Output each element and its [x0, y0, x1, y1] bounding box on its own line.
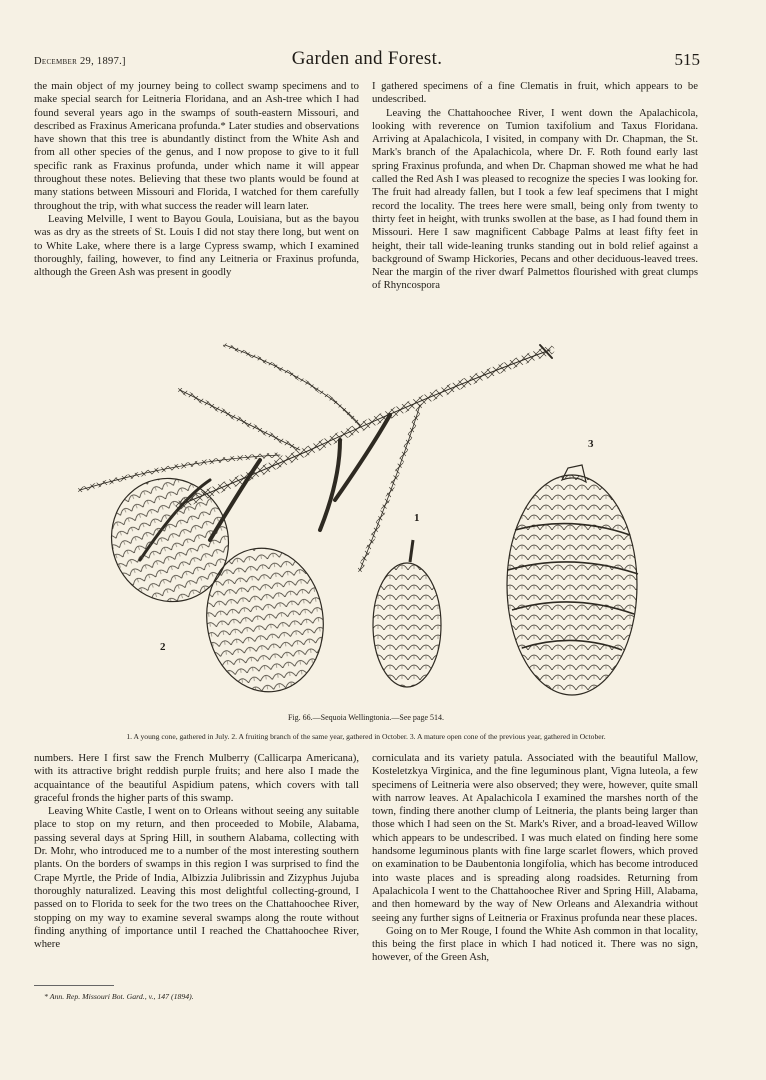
header-date: December 29, 1897.]: [34, 56, 126, 67]
figure-label-2: 2: [160, 641, 166, 653]
page-header: [34, 48, 700, 74]
fruiting-cones: [94, 462, 332, 699]
sequoia-engraving: [60, 330, 720, 710]
paragraph: Leaving Melville, I went to Bayou Goula, Louisiana, but as the bayou was as dry as the streets of St. Louis I did not stay there long, but went on to White Lake, where there is a large Cypress swamp, which I examined thoroughly, failing, however, to find any Leitneria or Fraxinus profunda, although the Green Ash was present in goodly: [34, 212, 359, 279]
footnote-divider: [34, 985, 114, 986]
figure-label-1: 1: [414, 512, 420, 524]
page-number: 515: [674, 50, 700, 69]
figure-legend: 1. A young cone, gathered in July. 2. A fruiting branch of the same year, gathered in October. 3. A mature open cone of the previous year, gathered in October.: [126, 732, 606, 741]
column-top-left: [34, 80, 359, 279]
figure-label-3: 3: [588, 438, 594, 450]
paragraph: Leaving the Chattahoochee River, I went down the Apalachicola, looking with reverence on Tumion taxifolium and Taxus Floridana. Arriving at Apalachicola, I visited, in company with Dr. Chapman, the St. Mark's branch of the Apalachicola, where Dr. F. Roth found early last spring Fraxinus profunda, and when Dr. Chapman showed me what he had called the Red Ash I was pleased to recognize the species I was looking for. The fruit had already fallen, but I took a few leaf specimens that I might record the locality. The trees here were small, being only from twenty to thirty feet in height, with trunks swollen at the base, as I had found them in Missouri. Here I saw magnificent Cabbage Palms at least fifty feet in height, their tall wide-leaning trunks standing out in bold relief against a background of Swamp Hickories, Pecans and other deciduous-leaved trees. Near the margin of the river dwarf Palmettos flourished with great clumps of Rhyncospora: [372, 106, 698, 292]
column-bottom-right: [372, 752, 698, 965]
column-top-right: [372, 80, 698, 293]
paragraph: Going on to Mer Rouge, I found the White Ash common in that locality, this being the first place in which I had noticed it. There was no sign, however, of the Green Ash,: [372, 924, 698, 964]
sequoia-illustration: [60, 330, 720, 710]
journal-title: Garden and Forest.: [291, 48, 443, 69]
paragraph: Leaving White Castle, I went on to Orleans without seeing any suitable place to stop on my return, and then proceeded to Mobile, Alabama, passing several days at Spring Hill, in southern Alabama, collecting with Dr. Mohr, who introduced me to a number of the most interesting southern plants. On the borders of swamps in this region I was surprised to find the Crape Myrtle, the Pride of India, Albizzia Julibrissin and Zizyphus Jujuba thoroughly naturalized. Leaving this most delightful collecting-ground, I passed on to Florida to seek for the two trees on the Chattahoochee River, stopping on my way to examine several swamps along the route without finding anything of importance until I reached the Chattahoochee River, where: [34, 805, 359, 951]
paragraph: I gathered specimens of a fine Clematis in fruit, which appears to be undescribed.: [372, 80, 698, 106]
paragraph: numbers. Here I first saw the French Mulberry (Callicarpa Americana), with its attractive bright reddish purple fruits; and here also I made the acquaintance of the beautiful Aspidium patens, which covers with tall graceful fronds the higher parts of this swamp.: [34, 752, 359, 804]
footnote: * Ann. Rep. Missouri Bot. Gard., v., 147 (1894).: [44, 992, 194, 1001]
column-bottom-left: [34, 752, 359, 951]
paragraph: corniculata and its variety patula. Associated with the beautiful Mallow, Kosteletzkya Virginica, and the fine leguminous plant, Vigna luteola, a few specimens of Leitneria were also observed; they were, however, quite small with narrow leaves. At Apalachicola I examined the marshes north of the town, finding there another clump of Leitneria, the plants being larger than those which I had seen on the St. Mark's River, and a broad-leaved Willow which appears to be undescribed. I was much elated on finding here some handsome leguminous plants with fine large scarlet flowers, which proved on examination to be Daubentonia longifolia, which has become introduced into waste places and is spreading along roadsides. Returning from Apalachicola I went to the Chattahoochee River and Spring Hill, Alabama, and then homeward by the way of New Orleans and Alexandria without seeing any further signs of Leitneria or Fraxinus profunda near these places.: [372, 752, 698, 924]
young-cone: [373, 540, 441, 687]
mature-open-cone: [507, 465, 638, 695]
figure-caption: Fig. 66.—Sequoia Wellingtonia.—See page 514.: [287, 713, 445, 722]
paragraph: the main object of my journey being to collect swamp specimens and to make special search for Leitneria Floridana, and an Ash-tree which I had found several years ago in the swamps of south-eastern Missouri, and described as Fraxinus Americana profunda.* Later studies and observations have shown that this tree is abundantly distinct from the White Ash and from all other species of the genus, and I now propose to give to it full specific rank as Fraxinus profunda, under which name it will appear throughout these notes. Believing that these two plants would be found at many stations between Missouri and Florida, I watched for them carefully throughout the trip, with what success the reader will learn later.: [34, 80, 359, 212]
